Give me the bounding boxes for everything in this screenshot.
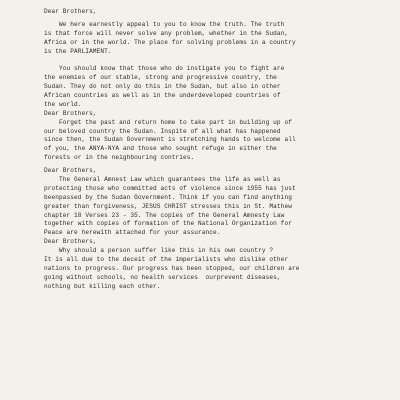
paragraph-line: Forget the past and return home to take part in building up of bbox=[44, 118, 292, 126]
paragraph-line: It is all due to the deceit of the imperialists who dislike other bbox=[44, 256, 289, 264]
paragraph-line: protecting those who committed acts of violence since 1955 has just bbox=[44, 184, 296, 192]
paragraph-line: chapter 18 Verses 23 - 35. The copies of the General Amnesty Law bbox=[44, 211, 285, 219]
paragraph-line: beenpassed by the Sudan Government. Think if you can find anything bbox=[44, 193, 292, 201]
paragraph-line: African countries as well as in the underdeveloped countries of bbox=[44, 92, 281, 100]
paragraph-line: is the PARLIAMENT. bbox=[44, 47, 112, 55]
paragraph-line: forests or in the neighbouring contries. bbox=[44, 154, 195, 162]
paragraph-line: since then, the Sudan Government is stretching hands to welcome all bbox=[44, 136, 296, 144]
paragraph-line: greater than forgiveness, JESUS CHRIST stresses this in St. Mathew bbox=[44, 202, 292, 210]
paragraph-line: We here earnestly appeal to you to know the truth. The truth bbox=[44, 20, 285, 28]
letter-body bbox=[44, 8, 364, 292]
paragraph-line: You should know that those who do instigate you to fight are bbox=[44, 65, 285, 73]
paragraph-line: Peace are herewith attached for your assurance. bbox=[44, 229, 221, 237]
paragraph-line: is that force will never solve any problem, whether in the Sudan, bbox=[44, 29, 289, 37]
paragraph-line: our beloved country the Sudan. Inspite of all what has happened bbox=[44, 127, 281, 135]
salutation: Dear Brothers, bbox=[44, 8, 97, 15]
paragraph-line: Africa or in the world. The place for solving problems in a country bbox=[44, 38, 296, 46]
paragraph-line: of you, the ANYA-NYA and those who sought refuge in either the bbox=[44, 145, 277, 153]
salutation: Dear Brothers, bbox=[44, 109, 97, 117]
paragraph-line: nothing but killing each other. bbox=[44, 282, 161, 290]
paragraph-line: Sudan. They do not only do this in the Sudan, but also in other bbox=[44, 83, 281, 91]
salutation: Dear Brothers, bbox=[44, 238, 97, 246]
salutation: Dear Brothers, bbox=[44, 167, 97, 175]
paragraph-line: going without schools, no health services ourprevent diseases, bbox=[44, 273, 281, 281]
paragraph-line: nations to progress. Our progress has been stopped, our children are bbox=[44, 264, 300, 272]
paragraph-line: together with copies of formation of the National Organization for bbox=[44, 220, 292, 228]
paragraph-line: Why should a person suffer like this in his own country ? bbox=[44, 247, 274, 255]
paragraph-line: the world. bbox=[44, 100, 82, 108]
paragraph-line: The General Amnest Law which guarantees the life as well as bbox=[44, 176, 281, 184]
paragraph-line: the enemies of our stable, strong and progressive country, the bbox=[44, 74, 277, 82]
